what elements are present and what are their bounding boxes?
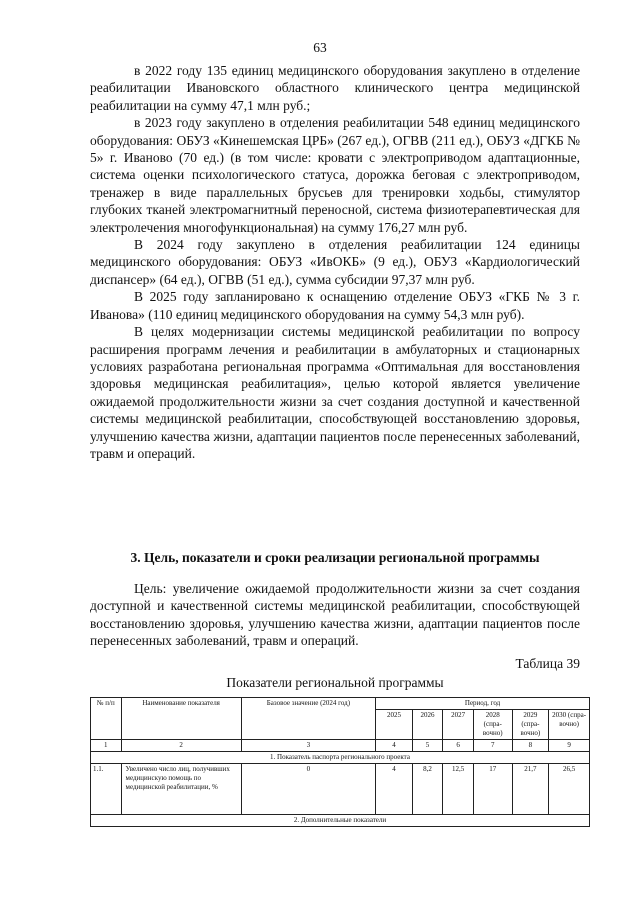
header-year: 2027 xyxy=(443,710,474,740)
row-num: 1.1. xyxy=(91,764,122,815)
table-row xyxy=(91,764,590,815)
body-text xyxy=(90,62,580,462)
col-number: 4 xyxy=(376,740,413,752)
header-period: Период, год xyxy=(376,698,590,710)
table-caption: Таблица 39 xyxy=(515,656,580,671)
row-value: 8,2 xyxy=(412,764,443,815)
column-number-row xyxy=(91,740,590,752)
section-2-label: 2. Дополнительные показатели xyxy=(91,815,590,827)
row-value: 21,7 xyxy=(512,764,549,815)
row-value: 4 xyxy=(376,764,413,815)
row-base: 0 xyxy=(241,764,375,815)
section-row xyxy=(91,815,590,827)
col-number: 3 xyxy=(241,740,375,752)
col-number: 9 xyxy=(549,740,590,752)
table-header-row xyxy=(91,698,590,710)
header-year: 2028 (спра-вочно) xyxy=(473,710,512,740)
indicators-table xyxy=(90,697,590,827)
goal-text: Цель: увеличение ожидаемой продолжительности жизни за счет создания доступной и качественной системы медицинской реабилитации, способствующей восстановлению здоровья, улучшению качества жизни, адаптации пациентов после перенесенных заболеваний, травм и операций. xyxy=(90,581,580,649)
row-value: 12,5 xyxy=(443,764,474,815)
col-number: 7 xyxy=(473,740,512,752)
row-name: Увеличено число лиц, получивших медицинскую помощь по медицинской реабилитации, % xyxy=(121,764,241,815)
row-value: 26,5 xyxy=(549,764,590,815)
col-number: 1 xyxy=(91,740,122,752)
section-row xyxy=(91,752,590,764)
col-number: 8 xyxy=(512,740,549,752)
header-year: 2029 (спра-вочно) xyxy=(512,710,549,740)
col-number: 5 xyxy=(412,740,443,752)
paragraph-2022: в 2022 году 135 единиц медицинского оборудования закуплено в отделение реабилитации Ивановского областного клинического центра медицинской реабилитации на сумму 47,1 млн руб.; xyxy=(90,63,580,113)
page-number: 63 xyxy=(313,40,327,55)
col-number: 6 xyxy=(443,740,474,752)
paragraph-2023: в 2023 году закуплено в отделения реабилитации 548 единиц медицинского оборудования: ОБУЗ «Кинешемская ЦРБ» (267 ед.), ОГВВ (211 ед.), ОБУЗ «ДГКБ № 5» г. Иваново (70 ед.) (в том числе: кровати с электроприводом адаптационные, система оценки психологического статуса, дорожка беговая с электроприводом, тренажер в виде параллельных брусьев для тренировки ходьбы, стимулятор глубоких тканей электромагнитный переносной, система физиотерапевтическая для электролечения многофункциональная) на сумму 176,27 млн руб. xyxy=(90,115,580,235)
header-year: 2030 (спра-вочно) xyxy=(549,710,590,740)
header-year: 2025 xyxy=(376,710,413,740)
paragraph-program: В целях модернизации системы медицинской реабилитации по вопросу расширения программ лечения и реабилитации в амбулаторных и стационарных условиях разработана региональная программа «Оптимальная для восстановления здоровья медицинская реабилитация», целью которой является увеличение ожидаемой продолжительности жизни за счет создания доступной и качественной системы медицинской реабилитации, способствующей восстановлению здоровья, улучшению качества жизни, адаптации пациентов после перенесенных заболеваний, травм и операций. xyxy=(90,324,580,461)
col-number: 2 xyxy=(121,740,241,752)
header-name: Наименование показателя xyxy=(121,698,241,740)
section-heading: 3. Цель, показатели и сроки реализации региональной программы xyxy=(130,550,540,565)
paragraph-2024: В 2024 году закуплено в отделения реабилитации 124 единицы медицинского оборудования: ОБУЗ «ИвОКБ» (9 ед.), ОБУЗ «Кардиологический диспансер» (64 ед.), ОГВВ (51 ед.), сумма субсидии 97,37 млн руб. xyxy=(90,237,580,287)
header-base: Базовое значение (2024 год) xyxy=(241,698,375,740)
header-num: № п/п xyxy=(91,698,122,740)
section-1-label: 1. Показатель паспорта регионального проекта xyxy=(91,752,590,764)
header-year: 2026 xyxy=(412,710,443,740)
row-value: 17 xyxy=(473,764,512,815)
paragraph-2025: В 2025 году запланировано к оснащению отделение ОБУЗ «ГКБ № 3 г. Иванова» (110 единиц медицинского оборудования на сумму 54,3 млн руб). xyxy=(90,289,580,322)
table-title: Показатели региональной программы xyxy=(226,675,444,690)
